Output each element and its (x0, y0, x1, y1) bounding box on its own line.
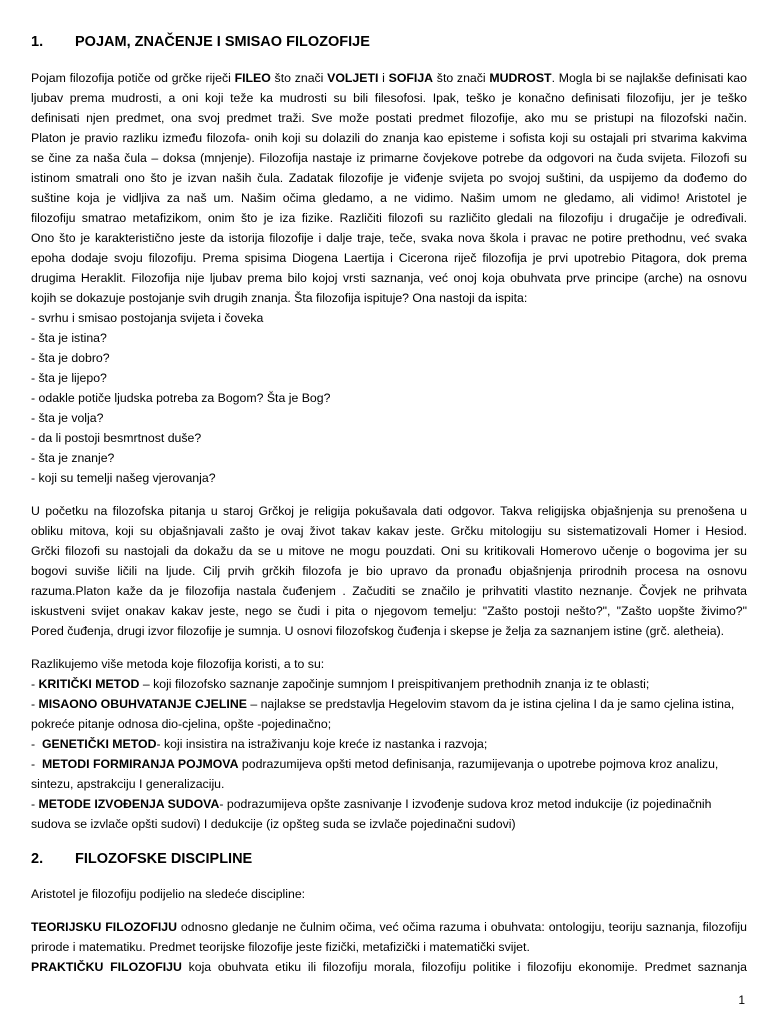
paragraph-line: Ono što je karakteristično jeste da istorija filozofije i dalje traje, teče, svaka nova škola i pravac ne potire prethodnu, već svaka (31, 231, 747, 245)
paragraph-line: U početku na filozofska pitanja u staroj Grčkoj je religija pokušavala dati odgovor. Takva religijska objašnjenja su prenošena u (31, 504, 747, 518)
list-item: - šta je lijepo? (31, 371, 107, 385)
page-number: 1 (738, 993, 745, 1007)
method-item: - KRITIČKI METOD – koji filozofsko saznanje započinje sumnjom I preispitivanjem prethodnih znanja iz te oblasti; (31, 677, 650, 691)
discipline-item-continuation: prirode i matematiku. Predmet teorijske filozofije jeste fizički, metafizički i matematički svijet. (31, 940, 530, 954)
method-item: - GENETIČKI METOD- koji insistira na istraživanju koje kreće iz nastanka i razvoja; (31, 737, 488, 751)
discipline-item: TEORIJSKU FILOZOFIJU odnosno gledanje ne čulnim očima, već očima razuma i obuhvata: ontologiju, teoriju saznanja, filozofiju (31, 920, 748, 934)
paragraph-line: definisati njen predmet, ona svoj predmet traži. Sve može postati predmet filozofije, ako mu se pristupi na filozofski način. (31, 111, 747, 125)
paragraph-line: drugima Heraklit. Filozofija nije ljubav prema bilo kojoj vrsti saznanja, već onoj koja obuhvata prve principe (arche) na osnovu (31, 271, 747, 285)
paragraph-line: razuma.Platon kaže da je filozofija nastala čuđenjem . Začuditi se značilo je prihvatiti vlastito neznanje. Čovjek ne prihvata (31, 584, 747, 598)
list-item: - šta je dobro? (31, 351, 110, 365)
method-item: - METODI FORMIRANJA POJMOVA podrazumijeva opšti metod definisanja, razumijevanja o upotrebe pojmova kroz analizu, (31, 757, 719, 771)
paragraph-line: Platon je pravio razliku između filozofa- onih koji su dolazili do znanja kao episteme i sofista koji su ostajali pri stvarima kakvima (31, 131, 747, 145)
discipline-item: PRAKTIČKU FILOZOFIJU koja obuhvata etiku ili filozofiju morala, filozofiju politike i filozofiju ekonomije. Predmet saznanja (31, 960, 747, 974)
paragraph-line: ljubav prema mudrosti, a oni koji teže ka mudrosti su bili filesofosi. Ipak, teško je konačno definisati filozofiju, jer je teško (31, 91, 747, 105)
section-heading-2 (31, 851, 252, 867)
paragraph-line: Grčki filozofi su nastojali da dokažu da se u mitove ne mogu pouzdati. Oni su kritikovali Homerovo učenje o bogovima jer su (31, 544, 747, 558)
paragraph-line: iskustveni svijet onakav kakav jeste, nego se čudi i pita o njegovom temelju: "Zašto postoji nešto?", "Zašto uopšte živimo?" (31, 604, 747, 618)
paragraph-line: filozofiju smatrao metafizikom, onim što je iza fizike. Različiti filozofi su različito gledali na filozofiju i drugačije je određivali. (31, 211, 747, 225)
list-item: - da li postoji besmrtnost duše? (31, 431, 202, 445)
section-number: 2. (31, 851, 44, 867)
section-number: 1. (31, 34, 44, 50)
list-item: - šta je znanje? (31, 451, 115, 465)
section-title: FILOZOFSKE DISCIPLINE (75, 851, 253, 867)
method-item-continuation: pokreće pitanje odnosa dio-cjelina, opšte -pojedinačno; (31, 717, 332, 731)
section-heading-1 (31, 34, 370, 50)
paragraph-line: Pored čuđenja, drugi izvor filozofije je sumnja. U osnovi filozofskog čuđenja i skepse je želja za saznanjem istine (grč. aletheia). (31, 624, 725, 638)
method-item-continuation: sintezu, apstrakciju I generalizaciju. (31, 777, 225, 791)
paragraph-line: obliku mitova, koji su objašnjavali zašto je ovaj život takav kakav jeste. Grčku mitologiju su sistematizovali Homer i Hesiod. (31, 524, 747, 538)
list-item: - svrhu i smisao postojanja svijeta i čoveka (31, 311, 264, 325)
methods-intro: Razlikujemo više metoda koje filozofija koristi, a to su: (31, 657, 325, 671)
paragraph-line: istinom smatrali ono što je izvan naših čula. Zadatak filozofije je viđenje svijeta po svojoj suštini, da uspijemo da dođemo do (31, 171, 747, 185)
list-item: - odakle potiče ljudska potreba za Bogom? Šta je Bog? (31, 391, 331, 405)
list-item: - šta je volja? (31, 411, 104, 425)
paragraph-line: se čine za naša čula – doksa (mnjenje). Filozofija nastaje iz primarne čovjekove potrebe da odgovori na čuda svijeta. Filozofi su (31, 151, 747, 165)
method-item-continuation: sudova se izvlače opšti sudovi) I dedukcije (iz opšteg suda se izvlače pojedinačni sudovi) (31, 817, 516, 831)
paragraph-line: Pojam filozofija potiče od grčke riječi FILEO što znači VOLJETI i SOFIJA što znači MUDROST. Mogla bi se najlakše definisati kao (31, 71, 747, 85)
method-item: - MISAONO OBUHVATANJE CJELINE – najlakse se predstavlja Hegelovim stavom da je istina cjelina I da je samo cjelina istina, (31, 697, 735, 711)
method-item: - METODE IZVOĐENJA SUDOVA- podrazumijeva opšte zasnivanje I izvođenje sudova kroz metod indukcije (iz pojedinačnih (31, 797, 712, 811)
section-title: POJAM, ZNAČENJE I SMISAO FILOZOFIJE (75, 34, 370, 50)
paragraph-line: kojih se dokazuje postojanje svih drugih znanja. Šta filozofija ispituje? Ona nastoji da ispita: (31, 291, 528, 305)
paragraph-line: epoha dodaje svoju filozofiju. Prema spisima Diogena Laertija i Cicerona riječ filozofija je prvi upotrebio Pitagora, dok prema (31, 251, 747, 265)
list-item: - šta je istina? (31, 331, 107, 345)
disciplines-intro: Aristotel je filozofiju podijelio na sledeće discipline: (31, 887, 306, 901)
paragraph-line: bogovi suviše ličili na ljude. Cilj prvih grčkih filozofa je bio upravo da pronađu objašnjenja prirodnih procesa na osnovu (31, 564, 747, 578)
list-item: - koji su temelji našeg vjerovanja? (31, 471, 216, 485)
paragraph-line: suštine koja je vidljiva za naš um. Našim očima gledamo, a ne vidimo. Našim umom ne gledamo, ali vidimo! Aristotel je (31, 191, 747, 205)
